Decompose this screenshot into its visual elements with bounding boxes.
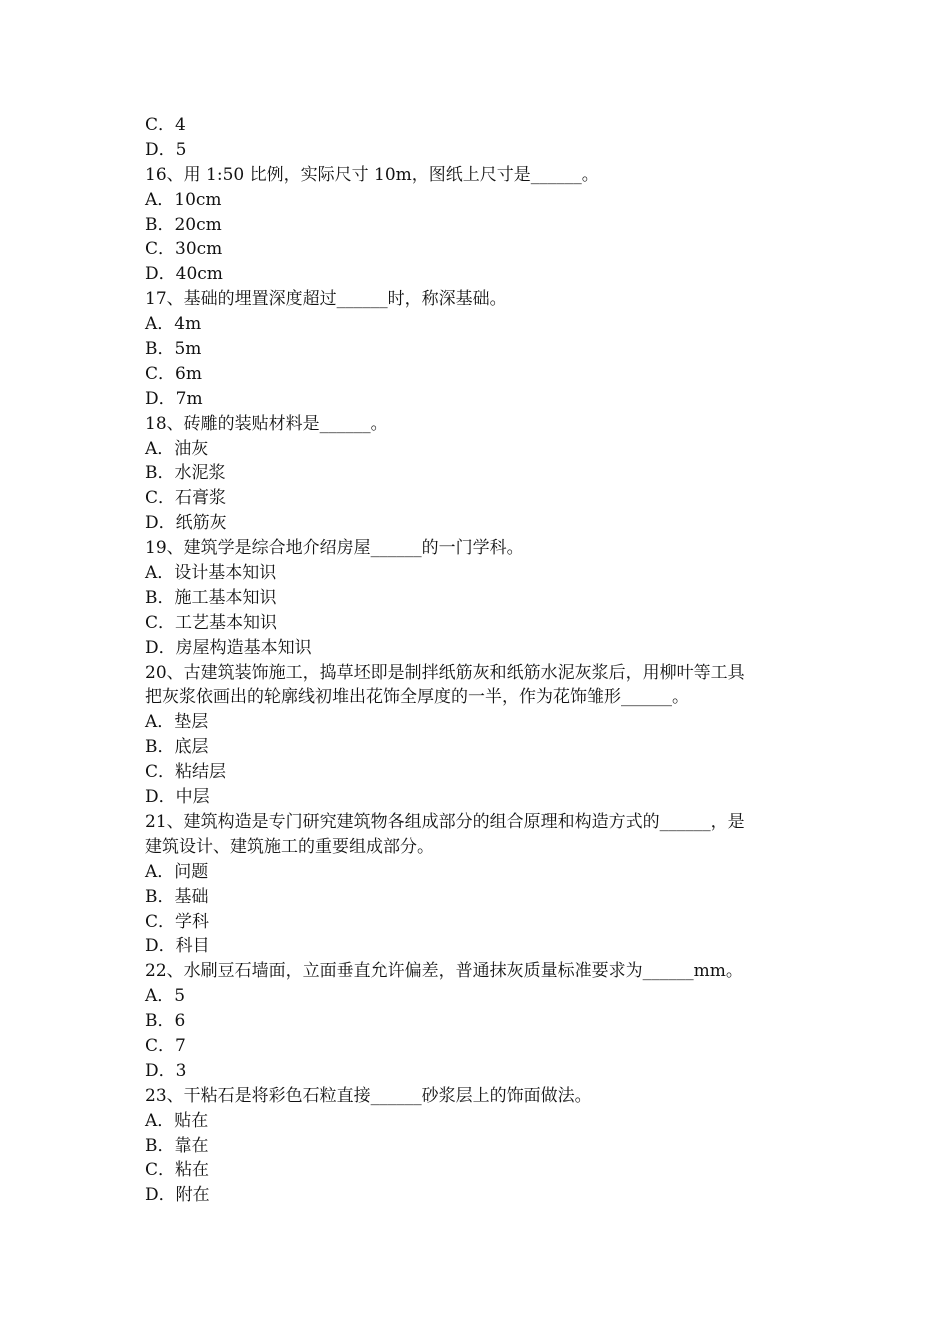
question-text: 23、干粘石是将彩色石粒直接______砂浆层上的饰面做法。 <box>145 1085 592 1106</box>
answer-option: B．靠在 <box>145 1135 209 1156</box>
answer-option: B．水泥浆 <box>145 463 226 484</box>
answer-option: D．中层 <box>145 787 210 808</box>
answer-option: D．附在 <box>145 1185 210 1206</box>
answer-option: D．科目 <box>145 936 210 957</box>
answer-option: B．基础 <box>145 886 209 907</box>
answer-option: C．4 <box>145 115 186 135</box>
question-text: 把灰浆依画出的轮廓线初堆出花饰全厚度的一半，作为花饰雏形______。 <box>145 687 689 708</box>
answer-option: A．问题 <box>145 861 209 882</box>
answer-option: A．4m <box>145 314 202 335</box>
answer-option: A．10cm <box>145 189 222 210</box>
answer-option: D．纸筋灰 <box>145 513 227 534</box>
question-text: 19、建筑学是综合地介绍房屋______的一门学科。 <box>145 538 524 559</box>
answer-option: D．房屋构造基本知识 <box>145 637 312 658</box>
answer-option: C．粘结层 <box>145 762 227 783</box>
question-text: 18、砖雕的装贴材料是______。 <box>145 413 388 434</box>
question-text: 22、水刷豆石墙面，立面垂直允许偏差，普通抹灰质量标准要求为______mm。 <box>145 961 743 982</box>
answer-option: C．30cm <box>145 239 223 260</box>
answer-option: A．油灰 <box>145 438 209 459</box>
answer-option: A．设计基本知识 <box>145 563 277 584</box>
answer-option: D．3 <box>145 1060 187 1081</box>
answer-option: C．工艺基本知识 <box>145 612 278 633</box>
question-text: 20、古建筑装饰施工，捣草坯即是制拌纸筋灰和纸筋水泥灰浆后，用柳叶等工具 <box>145 662 745 683</box>
question-text: 17、基础的埋置深度超过______时，称深基础。 <box>145 289 507 310</box>
answer-option: D．5 <box>145 139 187 160</box>
answer-option: D．7m <box>145 388 203 409</box>
answer-option: B．6 <box>145 1011 186 1032</box>
answer-option: C．粘在 <box>145 1160 210 1181</box>
question-text: 建筑设计、建筑施工的重要组成部分。 <box>145 836 434 857</box>
answer-option: D．40cm <box>145 264 223 285</box>
answer-option: B．施工基本知识 <box>145 587 277 608</box>
answer-option: B．5m <box>145 339 202 360</box>
answer-option: B．底层 <box>145 737 209 758</box>
document-page <box>145 113 815 1208</box>
answer-option: A．5 <box>145 986 186 1007</box>
answer-option: C．6m <box>145 363 202 384</box>
answer-option: A．贴在 <box>145 1110 209 1131</box>
answer-option: C．学科 <box>145 911 210 932</box>
answer-option: C．石膏浆 <box>145 488 227 509</box>
answer-option: B．20cm <box>145 214 222 235</box>
answer-option: A．垫层 <box>145 712 209 733</box>
question-text: 21、建筑构造是专门研究建筑物各组成部分的组合原理和构造方式的______，是 <box>145 811 745 832</box>
answer-option: C．7 <box>145 1035 186 1056</box>
question-text: 16、用 1:50 比例，实际尺寸 10m，图纸上尺寸是______。 <box>145 164 599 185</box>
